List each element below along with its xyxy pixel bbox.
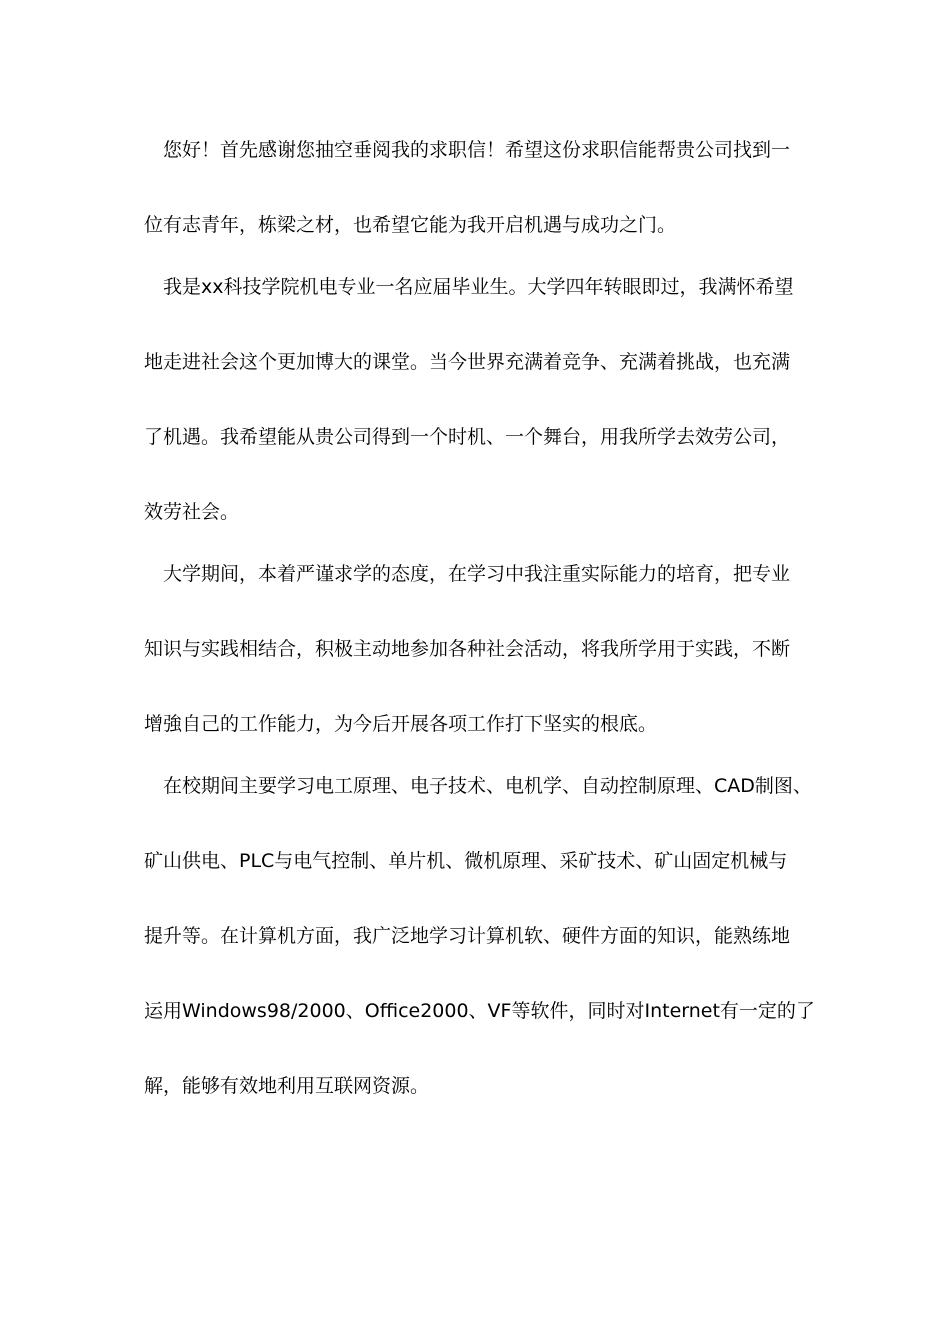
- paragraph-3-line-3: 增強自己的工作能力，为今后开展各项工作打下坚实的根底。: [144, 713, 658, 735]
- paragraph-3-line-2: 知识与实践相结合，积极主动地参加各种社会活动，将我所学用于实践，不断: [144, 638, 791, 660]
- paragraph-2-line-1: 我是xx科技学院机电专业一名应届毕业生。大学四年转眼即过，我满怀希望: [163, 276, 794, 298]
- paragraph-2-line-4: 效劳社会。: [144, 501, 240, 523]
- paragraph-4-line-3: 提升等。在计算机方面，我广泛地学习计算机软、硬件方面的知识，能熟练地: [144, 925, 791, 947]
- paragraph-4-line-1: 在校期间主要学习电工原理、电子技术、电机学、自动控制原理、CAD制图、: [163, 775, 812, 797]
- paragraph-2-line-2: 地走进社会这个更加博大的课堂。当今世界充满着竞争、充满着挑战，也充满: [144, 351, 791, 373]
- paragraph-4-line-5: 解，能够有效地利用互联网资源。: [144, 1075, 430, 1097]
- paragraph-4-line-4: 运用Windows98/2000、Office2000、VF等软件，同时对Internet有一定的了: [144, 1000, 815, 1022]
- paragraph-3-line-1: 大学期间，本着严谨求学的态度，在学习中我注重实际能力的培育，把专业: [163, 563, 791, 585]
- paragraph-1-line-2: 位有志青年，栋梁之材，也希望它能为我开启机遇与成功之门。: [144, 214, 677, 236]
- paragraph-4-line-2: 矿山供电、PLC与电气控制、单片机、微机原理、采矿技术、矿山固定机械与: [144, 850, 788, 872]
- paragraph-1-line-1: 您好！首先感谢您抽空垂阅我的求职信！希望这份求职信能帮贵公司找到一: [163, 139, 791, 161]
- paragraph-2-line-3: 了机遇。我希望能从贵公司得到一个时机、一个舞台，用我所学去效劳公司，: [144, 426, 791, 448]
